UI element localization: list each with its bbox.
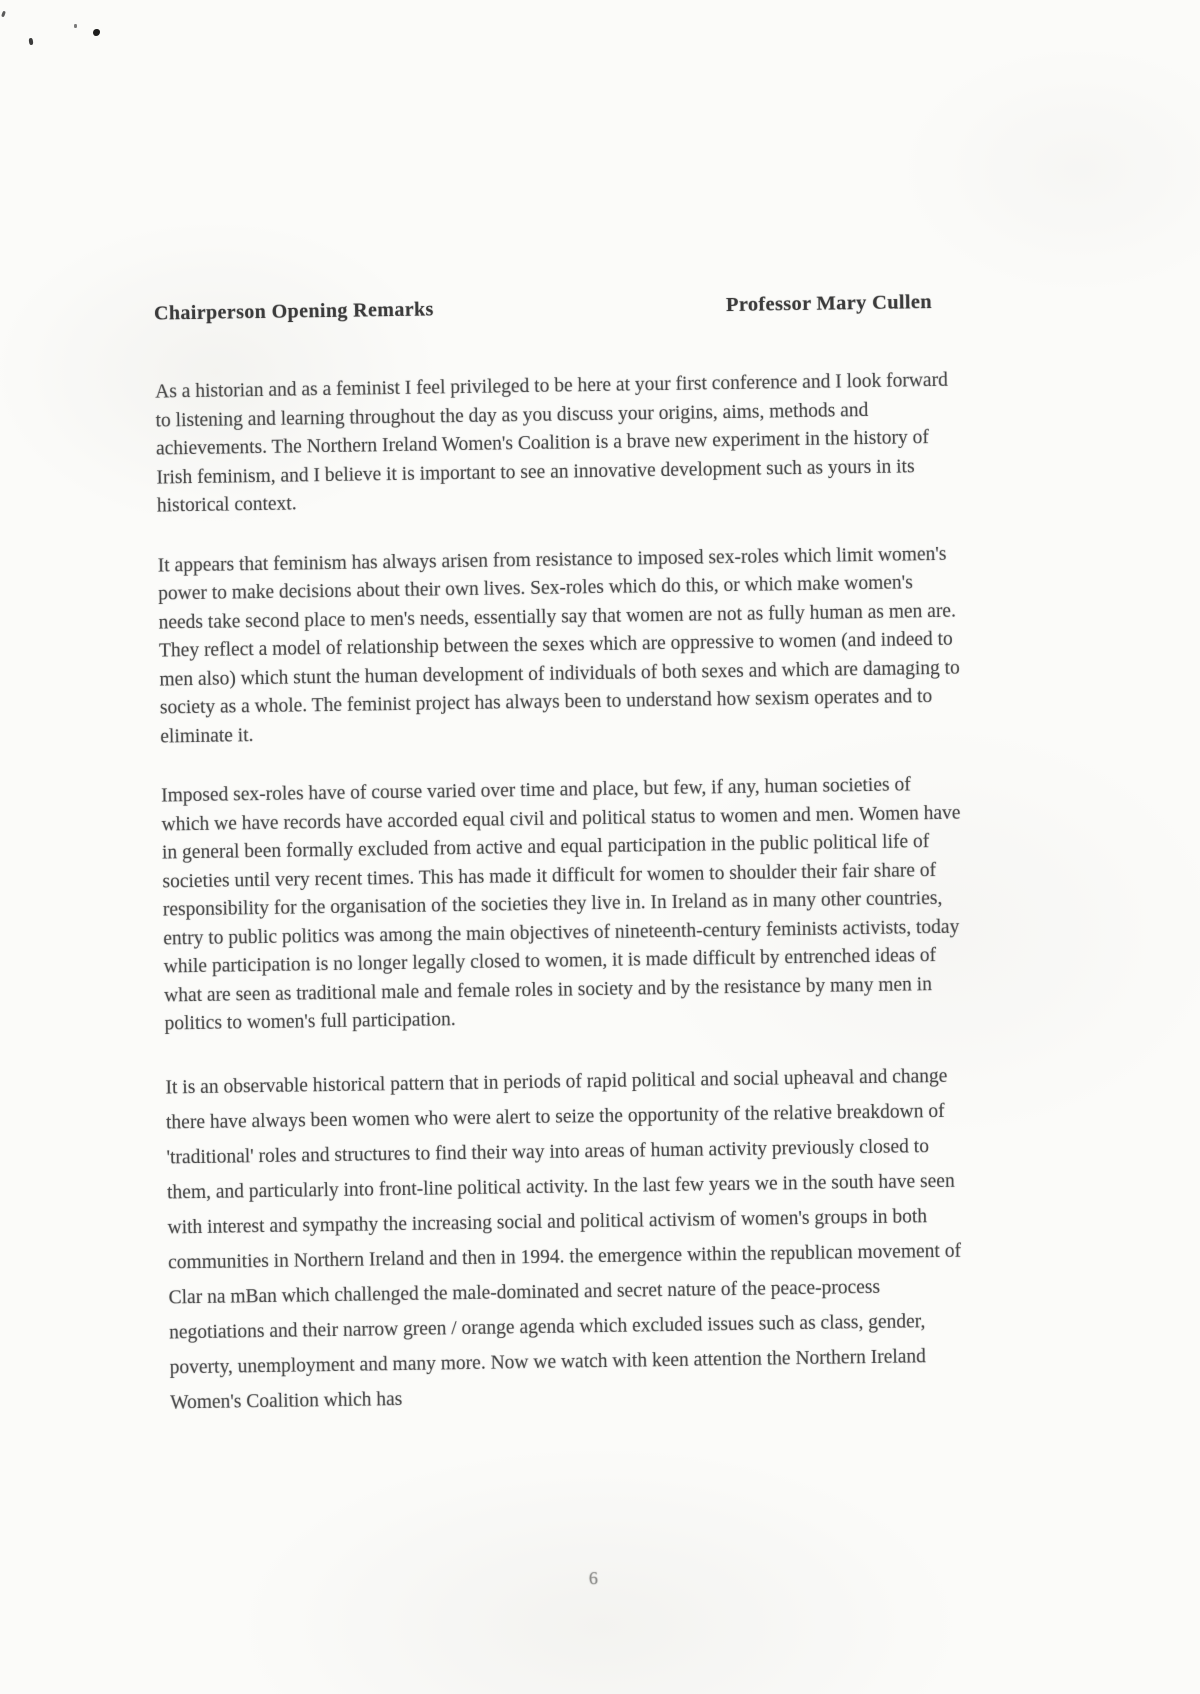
- paragraph-2: It appears that feminism has always arisen from resistance to imposed sex-roles which limit women's power to make decisions about their own lives. Sex-roles which do this, or which make women's needs take second place to men's needs, essentially say that women are not as fully human as men are. They reflect a model of relationship between the sexes which are oppressive to women (and indeed to men also) which stunt the human development of individuals of both sexes and which are damaging to society as a whole. The feminist project has always been to understand how sexism operates and to eliminate it.: [157, 543, 960, 748]
- page-number: 6: [588, 1568, 598, 1589]
- document-body: [155, 367, 972, 1420]
- paragraph-4: It is an observable historical pattern that in periods of rapid political and social upheaval and change there have always been women who were alert to seize the opportunity of the relative breakdown of 'traditional' roles and structures to find their way into areas of human activity previously closed to them, and particularly into front-line political activity. In the last few years we in the south have seen with interest and sympathy the increasing social and political activism of women's groups in both communities in Northern Ireland and then in 1994. the emergence within the republican movement of Clar na mBan which challenged the male-dominated and secret nature of the peace-process negotiations and their narrow green / orange agenda which excluded issues such as class, gender, poverty, unemployment and many more. Now we watch with keen attention the Northern Ireland Women's Coalition which has: [165, 1065, 962, 1413]
- document-title: Chairperson Opening Remarks: [153, 298, 434, 325]
- paragraph-3: Imposed sex-roles have of course varied over time and place, but few, if any, human societies of which we have records have accorded equal civil and political status to women and men. Women have in general been formally excluded from active and equal participation in the public political life of societies until very recent times. This has made it difficult for women to shoulder their fair share of responsibility for the organisation of the societies they live in. In Ireland as in many other countries, entry to public politics was among the main objectives of nineteenth-century feminists activists, today while participation is no longer legally closed to women, it is made difficult by entrenched ideas of what are seen as traditional male and female roles in society and by the resistance by many men in politics to women's full participation.: [161, 774, 961, 1035]
- paragraph-1: As a historian and as a feminist I feel privileged to be here at your first conference and I look forward to listening and learning throughout the day as you discuss your origins, aims, methods and achievements. The Northern Ireland Women's Coalition is a brave new experiment in the history of Irish feminism, and I believe it is important to see an innovative development such as yours in its historical context.: [155, 369, 948, 517]
- document-header: [154, 291, 954, 326]
- document-author: Professor Mary Cullen: [725, 291, 933, 317]
